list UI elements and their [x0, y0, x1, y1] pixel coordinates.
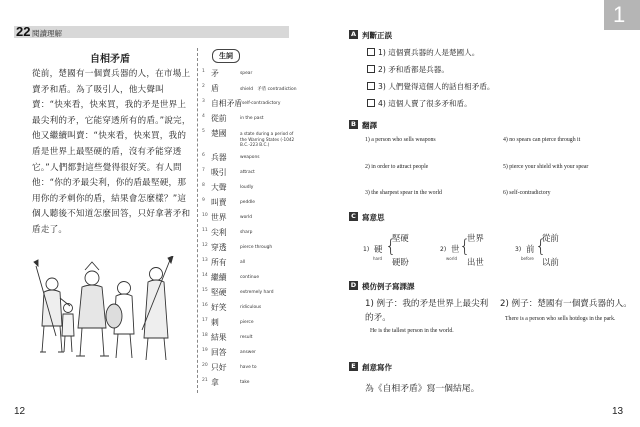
story-title: 自相矛盾 — [90, 54, 130, 65]
page-number-right: 13 — [612, 406, 624, 417]
vocab-word: 尖利 — [211, 228, 227, 237]
tf-item: 2) 矛和盾都是兵器。 — [367, 64, 449, 75]
checkbox[interactable] — [367, 82, 375, 90]
section-d-badge: D — [350, 281, 357, 289]
vocab-row: 19 回答 answer — [202, 348, 256, 357]
vocab-row: 3 自相矛盾 self-contradictory — [202, 99, 281, 108]
vocab-definition: sharp — [240, 230, 253, 235]
lesson-subtitle: 閱讀理解 — [32, 29, 62, 38]
vocab-row: 18 結果 result — [202, 333, 253, 342]
vocab-definition: shield 矛盾 contradiction — [240, 87, 297, 92]
word-top: 世界 — [467, 233, 484, 243]
tf-item: 3) 人們覺得這個人的話自相矛盾。 — [367, 81, 495, 92]
vocab-definition: world — [240, 215, 253, 220]
vocab-row: 16 好笑 ridiculous — [202, 303, 262, 312]
vocab-row: 6 兵器 weapons — [202, 153, 260, 162]
page-number-left: 12 — [14, 406, 26, 417]
section-b-badge: B — [349, 120, 358, 129]
vocab-word: 吸引 — [211, 168, 227, 177]
vocab-row: 2 盾 shield 矛盾 contradiction — [202, 84, 297, 93]
vocab-word: 只好 — [211, 363, 227, 372]
word-bottom: 硬盼 — [392, 257, 409, 267]
translate-item: 5) pierce your shield with your spear — [503, 164, 589, 170]
section-a-title: 判斷正誤 — [362, 31, 392, 40]
vocab-definition: attract — [240, 170, 255, 175]
vocab-row: 20 只好 have to — [202, 363, 257, 372]
section-b-title: 翻譯 — [362, 121, 377, 130]
vocab-definition: pierce through — [240, 245, 273, 250]
vocab-definition: pierce — [240, 320, 254, 325]
vocab-word: 拿 — [211, 378, 219, 387]
vocab-definition: continue — [240, 275, 260, 280]
vocab-definition: ridiculous — [240, 305, 262, 310]
word-top: 從前 — [542, 233, 559, 243]
vocab-row: 4 從前 in the past — [202, 114, 264, 123]
word-root: 世 — [451, 244, 460, 254]
vocab-row: 10 世界 world — [202, 213, 253, 222]
vocab-definition: weapons — [240, 155, 260, 160]
section-c-badge: C — [349, 212, 358, 221]
example-translation-1: He is the tallest person in the world. — [370, 328, 454, 334]
vocab-definition: loudly — [240, 185, 254, 190]
vocab-row: 1 矛 spear — [202, 69, 253, 78]
vocab-definition: in the past — [240, 116, 264, 121]
tf-item: 1) 這個賣兵器的人是楚國人。 — [367, 47, 479, 58]
vocab-word: 刺 — [211, 318, 219, 327]
vocab-word: 世界 — [211, 213, 227, 222]
example-translation-2: There is a person who sells hotdogs in the park. — [505, 316, 616, 322]
checkbox[interactable] — [367, 48, 375, 56]
checkbox[interactable] — [367, 65, 375, 73]
vocab-row: 17 刺 pierce — [202, 318, 254, 327]
word-top: 堅硬 — [392, 233, 409, 243]
brace-icon: { — [385, 236, 397, 257]
tf-item: 4) 這個人賣了很多矛和盾。 — [367, 98, 472, 109]
section-e-title: 創意寫作 — [362, 363, 392, 372]
vocab-row: 9 叫賣 peddle — [202, 198, 255, 207]
vocab-definition: a state during a period of the Warring States (‑1042 B.C.-223 B.C.) — [240, 131, 295, 147]
vocab-row: 12 穿透 pierce through — [202, 243, 273, 252]
vocab-definition: extremely hard — [240, 290, 274, 295]
vocab-word: 大聲 — [211, 183, 227, 192]
checkbox[interactable] — [367, 99, 375, 107]
section-d-title: 模仿例子寫課課 — [362, 282, 415, 291]
vocab-definition: all — [240, 260, 246, 265]
lesson-tab-number: 1 — [613, 2, 626, 27]
vocab-definition: spear — [240, 71, 253, 76]
vocab-word: 從前 — [211, 114, 227, 123]
story-illustration — [30, 256, 182, 366]
section-e-badge: E — [349, 362, 358, 371]
vocab-definition: peddle — [240, 200, 255, 205]
vocab-row: 7 吸引 attract — [202, 168, 255, 177]
section-c-title: 寫意思 — [362, 213, 385, 222]
vocab-word: 堅硬 — [211, 288, 227, 297]
lesson-number: 22 — [16, 24, 31, 39]
word-bottom: 出世 — [467, 257, 484, 267]
vocab-row: 15 堅硬 extremely hard — [202, 288, 274, 297]
vocab-word: 叫賣 — [211, 198, 227, 207]
vocab-word: 穿透 — [211, 243, 227, 252]
writing-prompt: 為《自相矛盾》寫一個結尾。 — [365, 384, 480, 394]
vocab-heading: 生詞 — [212, 49, 240, 63]
word-root: 前 — [526, 244, 535, 254]
example-sentence-2: 2) 例子：楚國有一個賣兵器的人。 — [500, 299, 632, 309]
word-bottom: 以前 — [542, 257, 559, 267]
vocab-word: 矛 — [211, 69, 219, 78]
vocab-word: 好笑 — [211, 303, 227, 312]
example-sentence-1: 1) 例子：我的矛是世界上最尖利的矛。 — [365, 299, 489, 323]
vocab-word: 楚國 — [211, 129, 227, 138]
vocab-word: 回答 — [211, 348, 227, 357]
vocab-word: 自相矛盾 — [211, 99, 243, 108]
story-text: 從前，楚國有一個賣兵器的人，在市場上賣矛和盾。為了吸引人，他大聲叫賣：“快來看，快來買，我的矛是世界上最尖利的矛，它能穿透所有的盾。”說完，他又繼續叫賣：“快來看，快來買，我的盾是世界上最堅硬的盾，沒有矛能穿透它。”人們都對這些覺得很好笑。有人問他：“你的矛最尖利，你的盾最堅硬，那用你的矛刺你的盾，結果會怎麼樣？”這個人聽後不知道怎麼回答，只好拿著矛和盾走了。 — [32, 69, 191, 235]
translate-item: 3) the sharpest spear in the world — [365, 190, 442, 196]
vocab-word: 繼續 — [211, 273, 227, 282]
vocab-word: 所有 — [211, 258, 227, 267]
vocab-word: 兵器 — [211, 153, 227, 162]
vocab-divider — [197, 48, 198, 393]
vocab-definition: take — [240, 380, 250, 385]
vocab-definition: result — [240, 335, 253, 340]
vocab-definition: answer — [240, 350, 256, 355]
vocab-row: 14 繼續 continue — [202, 273, 260, 282]
vocab-definition: self-contradictory — [242, 101, 281, 106]
vocab-row: 13 所有 all — [202, 258, 246, 267]
translate-item: 1) a person who sells weapons — [365, 137, 436, 143]
translate-item: 6) self-contradictory — [503, 190, 551, 196]
section-a-badge: A — [350, 30, 357, 38]
vocab-row: 21 拿 take — [202, 378, 250, 387]
vocab-row: 11 尖利 sharp — [202, 228, 253, 237]
vocab-word: 盾 — [211, 84, 219, 93]
vocab-definition: have to — [240, 365, 257, 370]
brace-icon: { — [459, 236, 471, 257]
word-root: 硬 — [374, 244, 383, 254]
vocab-row: 5 楚國 a state during a period of the Warring States (‑1042 B.C.-223 B.C.) — [202, 129, 295, 147]
vocab-word: 結果 — [211, 333, 227, 342]
translate-item: 2) in order to attract people — [365, 164, 429, 170]
brace-icon: { — [535, 236, 547, 257]
vocab-row: 8 大聲 loudly — [202, 183, 254, 192]
translate-item: 4) no spears can pierce through it — [503, 137, 581, 143]
